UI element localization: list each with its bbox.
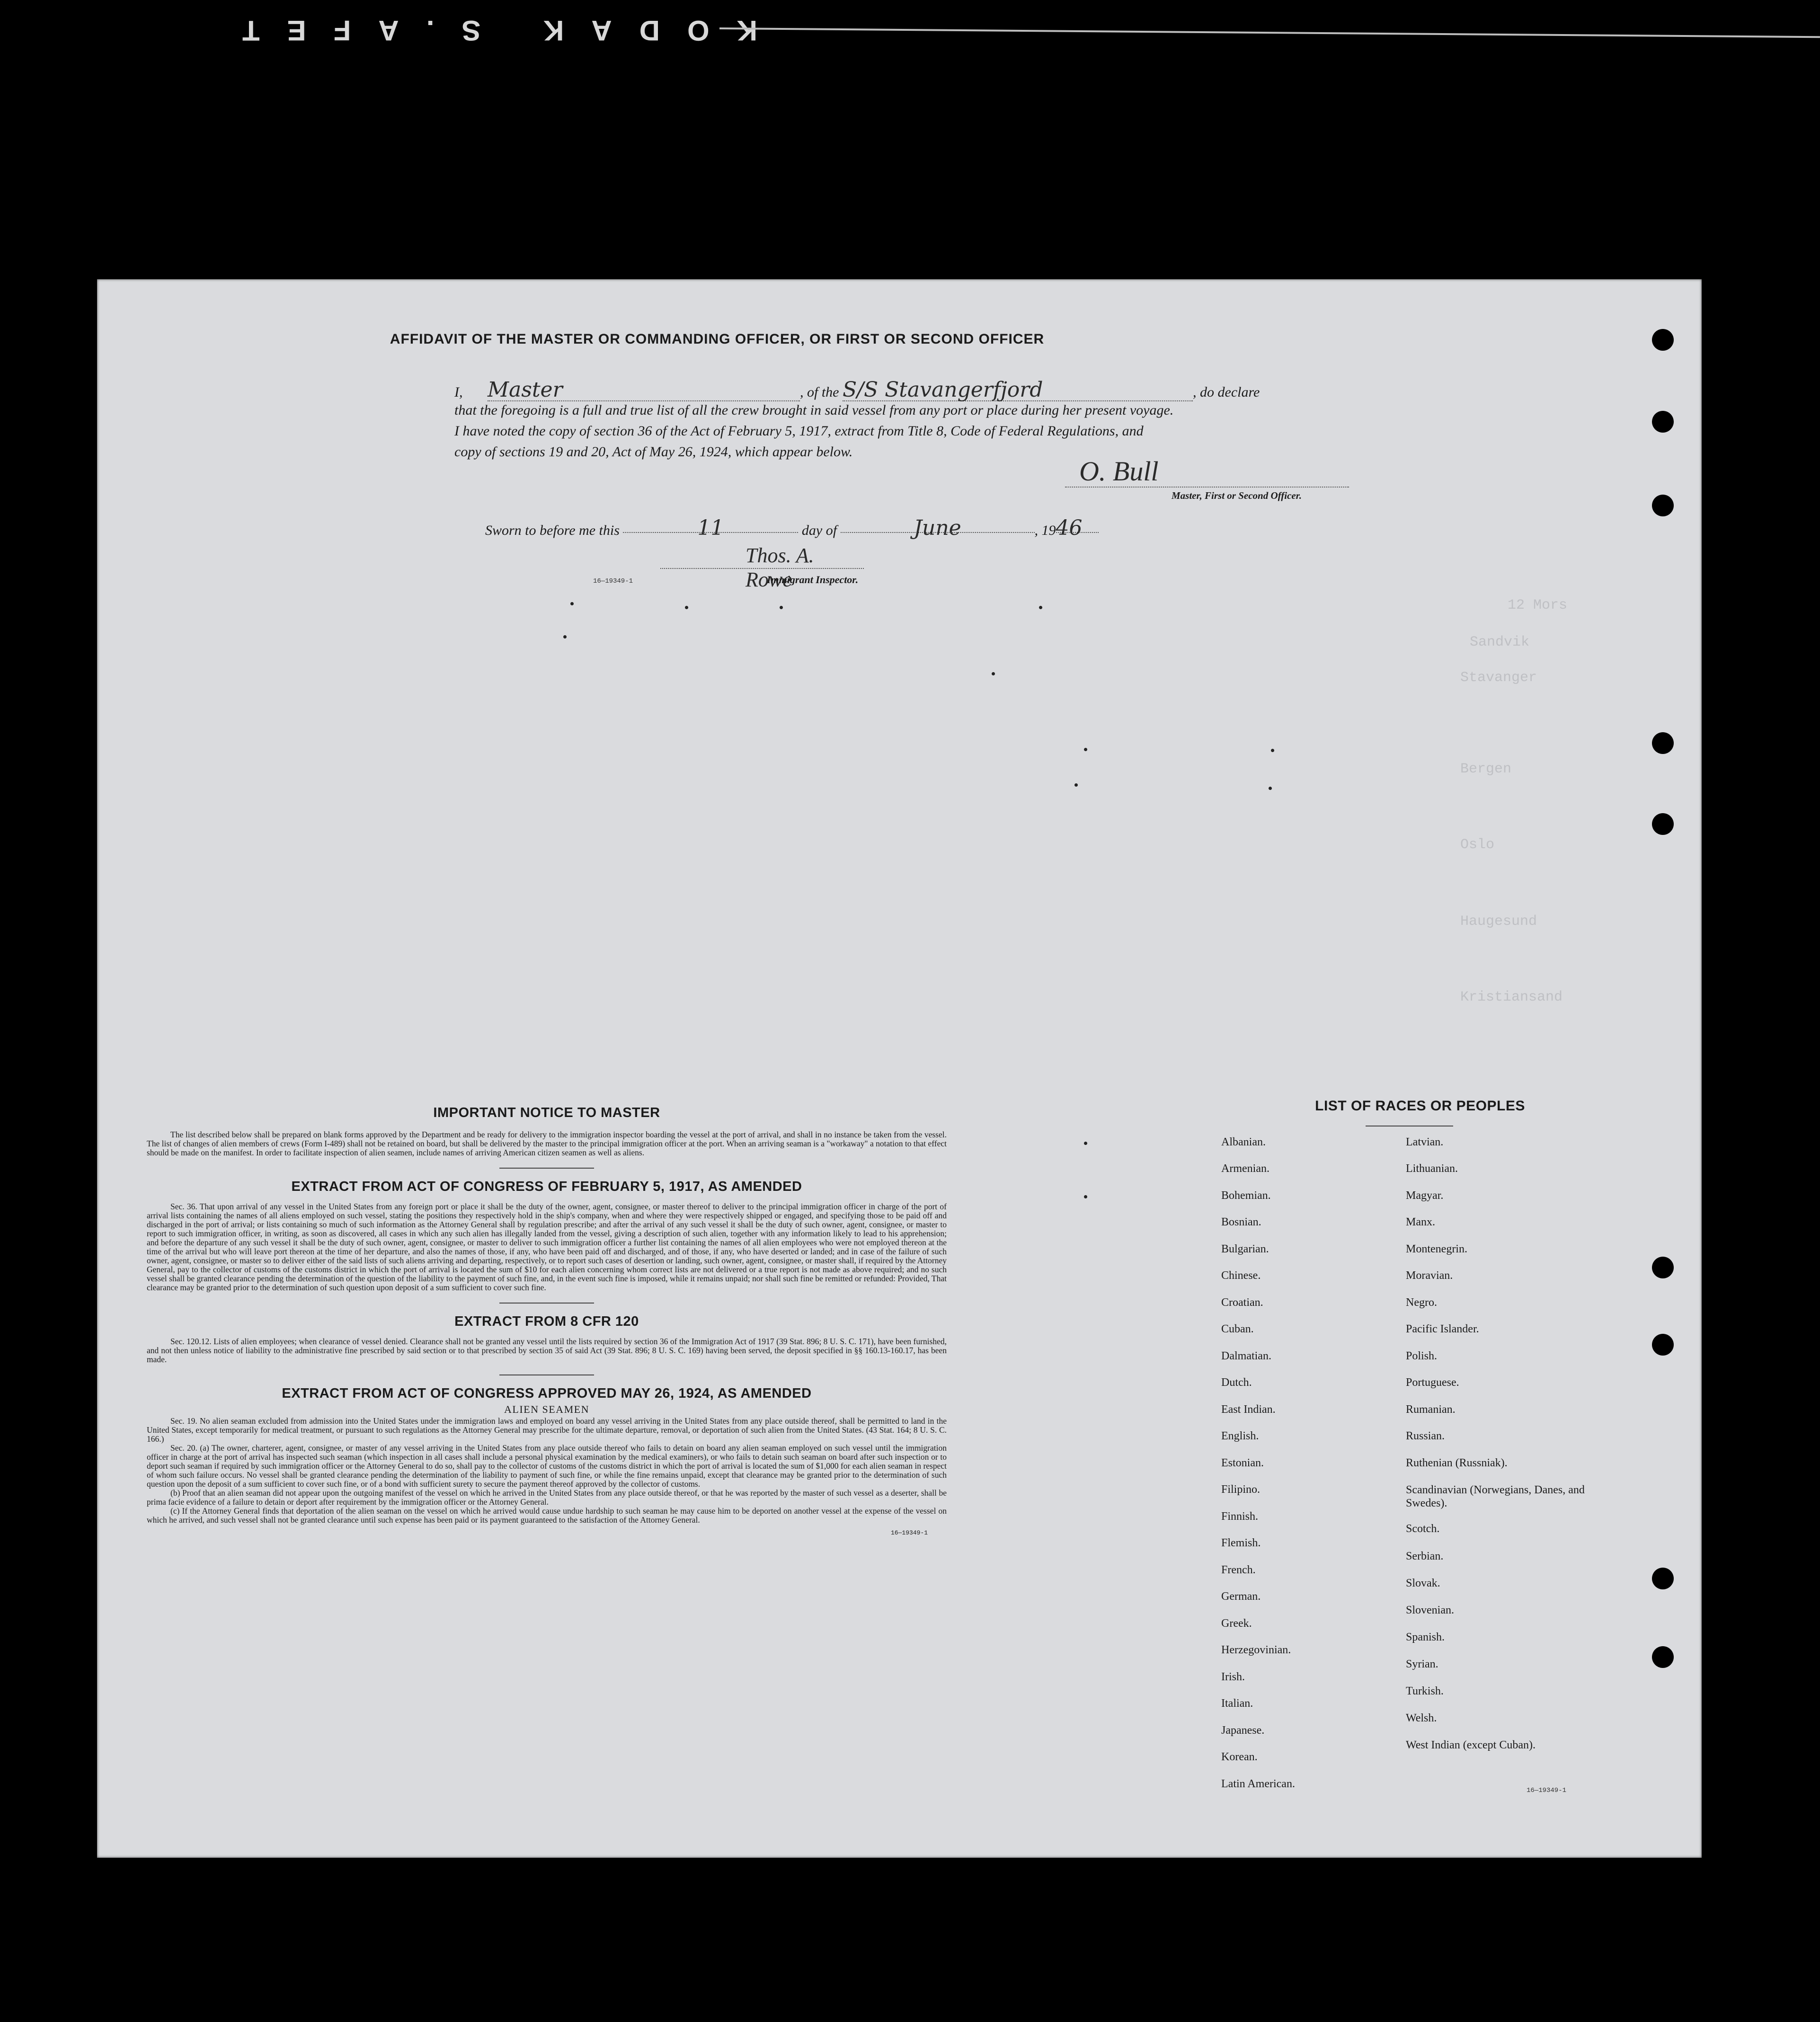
race-item: German. [1221,1590,1261,1603]
signature-line [1065,487,1349,488]
affidavit-line-1 [454,380,1399,403]
race-item: Spanish. [1406,1631,1445,1643]
race-item: Pacific Islander. [1406,1323,1479,1335]
film-edge-strip [0,0,1820,52]
vessel-field: S/S Stavangerfjord [843,380,1193,401]
race-item: Estonian. [1221,1457,1264,1469]
race-item: Magyar. [1406,1189,1444,1202]
notices-column [147,1105,947,1536]
sworn-month-field: June [841,516,1035,533]
race-item: Scandinavian (Norwegians, Danes, and Swedes). [1406,1484,1585,1509]
form-number: 16—19349-1 [890,1529,928,1536]
punch-hole [1652,813,1674,835]
notice-paragraph: The list described below shall be prepared on blank forms approved by the Department and be ready for delivery to the immigration inspector boarding the vessel at the port of arrival, and shall in no instance be taken from the vessel. The list of changes of alien members of crews (Form I-489) shall not be retained on board, but shall be delivered by the master to the principal immigration officer at the port. When an arriving seaman is a "workaway" a notation to that effect should be made on the manifest. In order to facilitate inspection of alien seamen, include names of arriving American citizen seamen as well as aliens. [147,1130,947,1157]
race-item: Japanese. [1221,1724,1265,1737]
extract-1917-title: EXTRACT FROM ACT OF CONGRESS OF FEBRUARY 5, 1917, AS AMENDED [291,1179,802,1194]
race-item: Russian. [1406,1430,1445,1442]
race-item: Bosnian. [1221,1216,1261,1228]
sworn-prefix: Sworn to before me this [485,523,620,538]
bleed-through-text: Kristiansand [1460,989,1563,1005]
race-item: Lithuanian. [1406,1162,1458,1175]
affidavit-line-4: copy of sections 19 and 20, Act of May 26, 1924, which appear below. [454,444,853,460]
master-signature-caption: Master, First or Second Officer. [1172,490,1302,501]
race-item: Albanian. [1221,1136,1266,1148]
race-item: Negro. [1406,1296,1437,1309]
ink-mark [1039,606,1042,609]
race-item: Welsh. [1406,1712,1437,1724]
extract-1924-paragraph: Sec. 19. No alien seaman excluded from admission into the United States under the immigration laws and employed on board any vessel arriving in the United States from any place outside thereof, shall be permitted to land in the United States, except temporarily for medical treatment, or pursuant to such regulations as the Attorney General may prescribe for the ultimate departure, removal, or deportation of such alien from the United States. (43 Stat. 164; 8 U. S. C. 166.) [147,1416,947,1444]
race-item: Slovenian. [1406,1604,1454,1616]
race-item: Bulgarian. [1221,1243,1269,1255]
race-item: French. [1221,1564,1256,1576]
race-item: Moravian. [1406,1269,1453,1282]
sworn-year-field: 46 [1056,516,1099,533]
inspector-signature: Thos. A. Rowe [746,544,814,591]
race-item: Portuguese. [1406,1376,1459,1389]
race-item: Cuban. [1221,1323,1254,1335]
ink-mark [780,606,783,609]
ink-mark [685,606,688,609]
race-item: West Indian (except Cuban). [1406,1739,1536,1751]
affidavit-title: AFFIDAVIT OF THE MASTER OR COMMANDING OFFICER, OR FIRST OR SECOND OFFICER [390,331,1045,347]
affidavit-line-3: I have noted the copy of section 36 of the Act of February 5, 1917, extract from Title 8, Code of Federal Regulations, and [454,423,1144,439]
rank-field: Master [488,380,800,401]
ink-mark [1271,749,1274,752]
bleed-through-text: Stavanger [1460,670,1537,686]
film-edge-text: KODAK S.AFET [215,15,757,46]
form-number: 16—19349-1 [1527,1787,1567,1794]
races-title: LIST OF RACES OR PEOPLES [1315,1098,1525,1114]
extract-cfr-title: EXTRACT FROM 8 CFR 120 [454,1314,639,1329]
extract-1924-paragraph: Sec. 20. (a) The owner, charterer, agent, consignee, or master of any vessel arriving in the United States from any place outside thereof who fails to detain on board any alien seaman employed on such vessel until the immigration officer in charge at the port of arrival has inspected such seaman (which inspection in all cases shall include a personal physical examination by the medical examiners), or who fails to detain such seaman on board after such inspection or to deport such seaman if required by such immigration officer or the Attorney General to do so, shall pay to the collector of customs of the customs district in which the port of arrival is located the sum of $1,000 for each alien seaman in respect of whom such failure occurs. No vessel shall be granted clearance pending the determination of the liability to payment of such fine, or while the fine remains unpaid, except that clearance may be granted prior to the determination of such question upon the deposit of a sum sufficient to cover such fine, or of a bond with sufficient surety to secure the payment thereof approved by the collector of customs. [147,1443,947,1489]
race-item: Serbian. [1406,1550,1444,1562]
race-item: Bohemian. [1221,1189,1271,1202]
notice-body [147,1130,947,1157]
race-item: Finnish. [1221,1510,1259,1523]
race-item: Filipino. [1221,1483,1261,1496]
of-the-label: , of the [800,384,839,400]
bleed-through-text: Sandvik [1470,634,1530,650]
races-list [1101,1098,1669,1855]
race-item: Armenian. [1221,1162,1270,1175]
extract-cfr-body [147,1337,947,1364]
sworn-line [485,516,1099,539]
film-edge-line [719,27,1820,38]
race-item: Dutch. [1221,1376,1252,1389]
race-item: Croatian. [1221,1296,1263,1309]
race-item: Scotch. [1406,1523,1440,1535]
race-item: Italian. [1221,1697,1253,1710]
bleed-through-text: Haugesund [1460,913,1537,930]
form-number: 16—19349-1 [593,577,633,585]
ink-mark [1084,1195,1087,1198]
race-item: English. [1221,1430,1259,1442]
race-item: Latvian. [1406,1136,1444,1148]
i-label: I, [454,384,463,400]
extract-1917-body [147,1202,947,1292]
extract-1924-title: EXTRACT FROM ACT OF CONGRESS APPROVED MAY 26, 1924, AS AMENDED [282,1386,812,1401]
race-item: Herzegovinian. [1221,1644,1291,1656]
inspector-caption: Immigrant Inspector. [767,574,859,585]
race-item: Korean. [1221,1751,1258,1763]
document-page [97,279,1702,1858]
race-item: Ruthenian (Russniak). [1406,1457,1508,1469]
do-declare-label: , do declare [1193,384,1260,400]
race-item: Manx. [1406,1216,1435,1228]
race-item: Latin American. [1221,1778,1295,1790]
notice-title: IMPORTANT NOTICE TO MASTER [433,1105,660,1120]
race-item: Dalmatian. [1221,1350,1271,1362]
extract-1917-paragraph: Sec. 36. That upon arrival of any vessel in the United States from any foreign port or place it shall be the duty of the owner, agent, consignee, or master thereof to deliver to the principal immigration officer in charge of the port of arrival lists containing the names of all aliens employed on such vessel, stating the positions they respectively hold in the ship's company, when and where they were respectively shipped or engaged, and specifying those to be paid off and discharged in the port of arrival; or lists containing so much of such information as the Attorney General shall by regulation prescribe; and after the arrival of any such vessel it shall be the duty of such owner, agent, consignee, or master to report to such immigration officer, in writing, as soon as discovered, all cases in which any such alien has illegally landed from the vessel, giving a description of such alien, together with any information likely to lead to his apprehension; and before the departure of any such vessel it shall be the duty of such owner, agent, consignee, or master to deliver to such immigration officer a further list containing the names of all alien employees who were not employed thereon at the time of the arrival but who will leave port thereon at the time of her departure, and also the names of those, if any, who have been paid off and discharged, and of those, if any, who have deserted or landed; and in case of the failure of such owner, agent, consignee, or master so to deliver either of the said lists of such aliens arriving and departing, respectively, or to report such cases of desertion or landing, such owner, agent, consignee, or master shall, if required by the Attorney General, pay to the collector of customs of the customs district in which the port of arrival is located the sum of $10 for each alien concerning whom correct lists are not delivered or a true report is not made as above required; and no such vessel shall be granted clearance pending the determination of the question of the liability to the payment of such fine, and, in the event such fine is imposed, while it remains unpaid; nor shall such fine be remitted or refunded: Provided, That clearance may be granted prior to the determination of such question upon deposit of a sum sufficient to cover such fine. [147,1202,947,1292]
race-item: Slovak. [1406,1577,1440,1589]
extract-1924-body [147,1417,947,1525]
race-item: Greek. [1221,1617,1252,1630]
ink-mark [570,602,574,605]
race-item: Montenegrin. [1406,1243,1467,1255]
bleed-through-text: 12 Mors [1508,597,1568,613]
punch-hole [1652,732,1674,754]
inspector-signature-block [660,544,864,596]
divider [499,1303,594,1304]
race-item: Rumanian. [1406,1403,1456,1416]
ink-mark [992,672,995,675]
ink-mark [563,635,567,639]
divider [499,1168,594,1169]
extract-1924-paragraph: (c) If the Attorney General finds that deportation of the alien seaman on the vessel on which he arrived would cause undue hardship to such seaman he may cause him to be deported on another vessel at the expense of the vessel on which he arrived, and such vessel shall not be granted clearance until such expense has been paid or its payment guaranteed to the satisfaction of the Attorney General. [147,1506,947,1525]
ink-mark [1084,748,1087,751]
year-prefix-label: , 19 [1034,523,1056,538]
master-signature: O. Bull [1079,456,1159,487]
ink-mark [1269,787,1272,790]
ink-mark [1084,1142,1087,1145]
day-of-label: day of [801,523,837,538]
race-item: Syrian. [1406,1658,1438,1670]
race-item: Irish. [1221,1671,1245,1683]
bleed-through-text: Bergen [1460,761,1512,777]
affidavit-line-2: that the foregoing is a full and true list of all the crew brought in said vessel from any port or place during her present voyage. [454,402,1174,418]
punch-hole [1652,411,1674,433]
bleed-through-text: Oslo [1460,837,1495,853]
signature-line [660,568,864,569]
alien-seamen-subtitle: ALIEN SEAMEN [504,1403,589,1415]
punch-hole [1652,329,1674,351]
race-item: East Indian. [1221,1403,1276,1416]
race-item: Polish. [1406,1350,1438,1362]
race-item: Turkish. [1406,1685,1444,1697]
extract-cfr-paragraph: Sec. 120.12. Lists of alien employees; when clearance of vessel denied. Clearance shall not be granted any vessel until the lists required by section 36 of the Immigration Act of 1917 (39 Stat. 896; 8 U. S. C. 171), have been furnished, and not then unless notice of liability to the administrative fine prescribed by said section or to that prescribed by section 35 of said Act (39 Stat. 896; 8 U. S. C. 169) having been served, the deposit specified in §§ 160.13-160.17, has been made. [147,1337,947,1364]
race-item: Flemish. [1221,1537,1261,1549]
race-item: Chinese. [1221,1269,1261,1282]
master-signature-block [1065,456,1349,516]
sworn-day-field: 11 [623,516,798,533]
extract-1924-paragraph: (b) Proof that an alien seaman did not appear upon the outgoing manifest of the vessel on which he arrived in the United States from any place outside thereof, or that he was reported by the master of such vessel as a deserter, shall be prima facie evidence of a failure to detain or deport after requirement by the immigration officer or the Attorney General. [147,1488,947,1507]
ink-mark [1074,783,1078,787]
punch-hole [1652,495,1674,516]
affidavit-body [454,380,1399,462]
